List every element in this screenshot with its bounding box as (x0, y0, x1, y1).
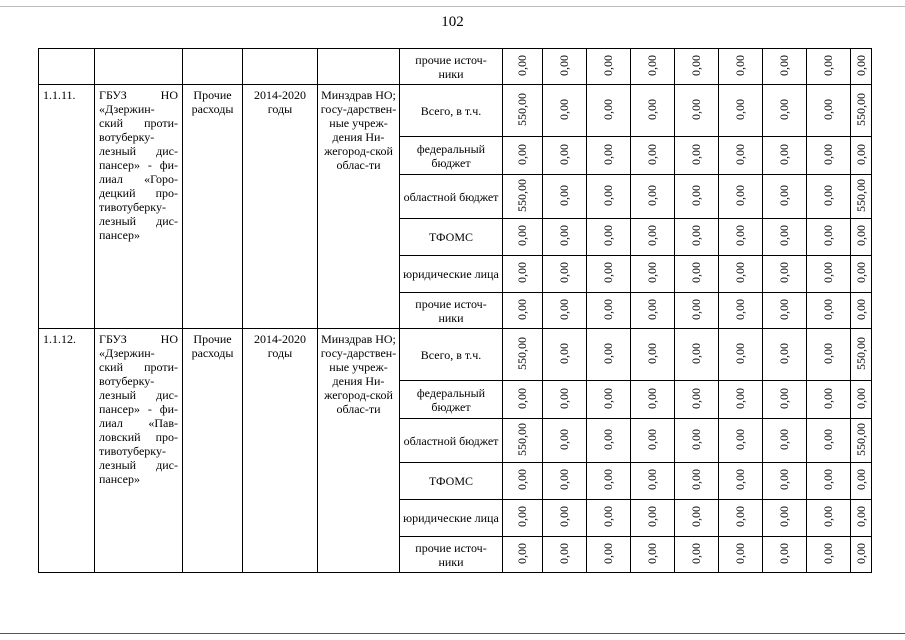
value-text: 550,00 (515, 336, 529, 370)
value-text: 0,00 (733, 542, 747, 564)
value-cell (675, 329, 719, 381)
value-text: 0,00 (601, 428, 615, 450)
value-text: 0,00 (645, 387, 659, 409)
source-label: Всего, в т.ч. (400, 329, 503, 381)
value-cell (675, 500, 719, 537)
expense-type: Прочие расходы (183, 85, 243, 329)
value-cell (543, 256, 587, 293)
value-text: 0,00 (515, 469, 529, 490)
value-cell (587, 537, 631, 573)
expense-type: Прочие расходы (183, 329, 243, 573)
value-text: 0,00 (557, 428, 571, 450)
value-cell (543, 293, 587, 329)
value-cell (851, 175, 872, 219)
value-text: 0,00 (853, 387, 868, 409)
value-text: 0,00 (557, 469, 571, 490)
value-text: 550,00 (853, 92, 868, 126)
value-text: 0,00 (689, 225, 703, 246)
value-text: 0,00 (645, 98, 659, 120)
value-cell (587, 256, 631, 293)
value-cell (851, 256, 872, 293)
value-cell (807, 219, 851, 256)
value-cell (719, 419, 763, 463)
value-text: 0,00 (821, 298, 835, 320)
value-cell (719, 49, 763, 85)
value-cell (675, 419, 719, 463)
value-cell (543, 500, 587, 537)
value-cell (851, 463, 872, 500)
value-text: 0,00 (733, 506, 747, 527)
value-text: 0,00 (853, 542, 868, 564)
value-text: 0,00 (777, 184, 791, 206)
value-cell (763, 419, 807, 463)
value-text: 0,00 (777, 143, 791, 165)
value-cell (807, 463, 851, 500)
value-text: 0,00 (601, 54, 615, 76)
value-cell (631, 137, 675, 175)
value-text: 0,00 (557, 98, 571, 120)
value-text: 0,00 (689, 469, 703, 490)
value-cell (719, 256, 763, 293)
value-text: 0,00 (515, 506, 529, 527)
value-text: 0,00 (601, 298, 615, 320)
value-cell (503, 175, 543, 219)
value-text: 0,00 (777, 387, 791, 409)
value-text: 0,00 (821, 143, 835, 165)
value-cell (807, 85, 851, 137)
value-text: 0,00 (557, 506, 571, 527)
value-cell (763, 49, 807, 85)
value-cell (807, 49, 851, 85)
value-cell (851, 49, 872, 85)
value-cell (719, 537, 763, 573)
value-cell (587, 419, 631, 463)
value-text: 0,00 (515, 143, 529, 165)
value-text: 0,00 (777, 542, 791, 564)
value-cell (763, 537, 807, 573)
value-text: 0,00 (557, 54, 571, 76)
value-cell (543, 463, 587, 500)
value-cell (503, 381, 543, 419)
value-text: 0,00 (733, 428, 747, 450)
value-cell (851, 219, 872, 256)
value-text: 0,00 (853, 143, 868, 165)
value-text: 0,00 (853, 262, 868, 283)
value-cell (763, 219, 807, 256)
bottom-rule (0, 633, 905, 634)
value-text: 0,00 (853, 298, 868, 320)
value-text: 550,00 (853, 336, 868, 370)
value-text: 0,00 (689, 143, 703, 165)
item-name: ГБУЗ НО «Дзержин-ский проти-вотуберку-лезный дис-пансер» - фи-лиал «Пав-ловский про-тивотуберку-лезный дис-пансер» (95, 329, 183, 573)
value-text: 0,00 (689, 542, 703, 564)
value-cell (719, 219, 763, 256)
table-row (39, 49, 872, 85)
value-cell (763, 463, 807, 500)
value-text: 0,00 (733, 298, 747, 320)
value-cell (807, 381, 851, 419)
value-cell (631, 381, 675, 419)
value-text: 0,00 (853, 54, 868, 76)
value-text: 0,00 (733, 387, 747, 409)
value-cell (543, 419, 587, 463)
value-text: 0,00 (645, 225, 659, 246)
source-label: ТФОМС (400, 219, 503, 256)
value-cell (543, 137, 587, 175)
value-cell (719, 175, 763, 219)
value-text: 0,00 (515, 298, 529, 320)
value-text: 0,00 (821, 506, 835, 527)
executor: Минздрав НО; госу-дарствен-ные учреж-дения Ни-жегород-ской облас-ти (318, 85, 400, 329)
value-cell (503, 49, 543, 85)
empty-cell (318, 49, 400, 85)
value-text: 0,00 (853, 506, 868, 527)
value-text: 0,00 (777, 98, 791, 120)
value-cell (675, 256, 719, 293)
value-cell (851, 293, 872, 329)
value-cell (763, 256, 807, 293)
value-cell (763, 137, 807, 175)
value-text: 0,00 (645, 298, 659, 320)
value-cell (763, 329, 807, 381)
value-text: 0,00 (601, 262, 615, 283)
value-cell (587, 49, 631, 85)
value-text: 0,00 (515, 542, 529, 564)
value-text: 0,00 (601, 506, 615, 527)
item-number: 1.1.12. (39, 329, 95, 573)
value-cell (675, 175, 719, 219)
value-text: 0,00 (601, 225, 615, 246)
value-text: 0,00 (689, 506, 703, 527)
value-text: 0,00 (733, 262, 747, 283)
value-text: 0,00 (645, 506, 659, 527)
value-cell (503, 537, 543, 573)
value-text: 0,00 (821, 262, 835, 283)
value-cell (807, 419, 851, 463)
value-cell (631, 293, 675, 329)
value-cell (631, 85, 675, 137)
value-cell (503, 219, 543, 256)
value-text: 0,00 (853, 469, 868, 490)
value-text: 0,00 (601, 143, 615, 165)
value-text: 0,00 (689, 428, 703, 450)
value-text: 0,00 (777, 506, 791, 527)
value-text: 0,00 (557, 342, 571, 364)
value-text: 0,00 (733, 469, 747, 490)
value-cell (851, 137, 872, 175)
value-cell (719, 463, 763, 500)
budget-table (38, 48, 872, 573)
value-cell (675, 137, 719, 175)
value-cell (807, 175, 851, 219)
value-text: 550,00 (853, 178, 868, 212)
value-text: 0,00 (689, 342, 703, 364)
value-cell (807, 137, 851, 175)
value-cell (503, 419, 543, 463)
value-cell (631, 329, 675, 381)
value-cell (503, 293, 543, 329)
source-label: федеральный бюджет (400, 381, 503, 419)
value-text: 0,00 (601, 469, 615, 490)
value-cell (719, 293, 763, 329)
source-label: прочие источ-ники (400, 293, 503, 329)
source-label: ТФОМС (400, 463, 503, 500)
item-name: ГБУЗ НО «Дзержин-ский проти-вотуберку-лезный дис-пансер» - фи-лиал «Горо-децкий про-тивотуберку-лезный дис-пансер» (95, 85, 183, 329)
value-cell (503, 85, 543, 137)
value-text: 0,00 (689, 98, 703, 120)
value-cell (631, 463, 675, 500)
value-cell (763, 175, 807, 219)
period: 2014-2020 годы (243, 85, 318, 329)
value-text: 0,00 (777, 225, 791, 246)
value-text: 0,00 (733, 54, 747, 76)
value-cell (807, 500, 851, 537)
value-cell (587, 85, 631, 137)
executor: Минздрав НО; госу-дарствен-ные учреж-дения Ни-жегород-ской облас-ти (318, 329, 400, 573)
value-text: 0,00 (557, 298, 571, 320)
value-cell (807, 329, 851, 381)
value-cell (631, 219, 675, 256)
empty-cell (183, 49, 243, 85)
value-cell (543, 49, 587, 85)
value-cell (763, 293, 807, 329)
empty-cell (243, 49, 318, 85)
value-cell (543, 381, 587, 419)
value-text: 0,00 (821, 542, 835, 564)
value-text: 0,00 (777, 262, 791, 283)
value-cell (587, 293, 631, 329)
table-row (39, 85, 872, 137)
value-cell (763, 500, 807, 537)
value-cell (851, 85, 872, 137)
value-text: 0,00 (733, 184, 747, 206)
value-text: 0,00 (733, 342, 747, 364)
value-text: 550,00 (515, 178, 529, 212)
value-cell (587, 219, 631, 256)
value-text: 0,00 (777, 428, 791, 450)
value-text: 0,00 (689, 298, 703, 320)
value-text: 0,00 (821, 387, 835, 409)
value-cell (587, 381, 631, 419)
value-text: 0,00 (557, 542, 571, 564)
value-cell (807, 537, 851, 573)
top-rule (0, 6, 905, 7)
value-cell (719, 500, 763, 537)
value-text: 0,00 (733, 98, 747, 120)
table-row (39, 329, 872, 381)
page-number: 102 (441, 14, 464, 30)
source-label: прочие источ-ники (400, 49, 503, 85)
value-cell (631, 175, 675, 219)
source-label: юридические лица (400, 500, 503, 537)
value-text: 0,00 (689, 387, 703, 409)
value-text: 0,00 (645, 143, 659, 165)
item-number: 1.1.11. (39, 85, 95, 329)
value-cell (763, 381, 807, 419)
value-text: 0,00 (733, 143, 747, 165)
value-cell (631, 49, 675, 85)
value-cell (587, 137, 631, 175)
value-cell (719, 137, 763, 175)
value-cell (631, 419, 675, 463)
value-text: 0,00 (777, 54, 791, 76)
value-cell (543, 175, 587, 219)
value-cell (675, 381, 719, 419)
value-text: 0,00 (515, 262, 529, 283)
value-cell (543, 85, 587, 137)
value-text: 0,00 (821, 98, 835, 120)
value-text: 0,00 (515, 387, 529, 409)
value-cell (503, 463, 543, 500)
value-cell (851, 329, 872, 381)
source-label: прочие источ-ники (400, 537, 503, 573)
value-cell (503, 500, 543, 537)
value-cell (503, 256, 543, 293)
value-cell (675, 463, 719, 500)
value-cell (675, 49, 719, 85)
value-cell (631, 537, 675, 573)
value-text: 0,00 (601, 342, 615, 364)
value-cell (675, 293, 719, 329)
value-cell (851, 500, 872, 537)
value-text: 0,00 (777, 342, 791, 364)
value-cell (719, 381, 763, 419)
source-label: областной бюджет (400, 175, 503, 219)
value-cell (543, 329, 587, 381)
value-cell (631, 500, 675, 537)
value-text: 0,00 (557, 184, 571, 206)
value-text: 0,00 (601, 98, 615, 120)
value-text: 0,00 (645, 542, 659, 564)
value-cell (587, 500, 631, 537)
value-cell (851, 537, 872, 573)
value-cell (631, 256, 675, 293)
value-text: 0,00 (515, 225, 529, 246)
value-text: 0,00 (821, 342, 835, 364)
value-cell (851, 381, 872, 419)
value-cell (543, 537, 587, 573)
value-cell (675, 219, 719, 256)
value-text: 0,00 (853, 225, 868, 246)
value-cell (503, 329, 543, 381)
value-text: 0,00 (689, 262, 703, 283)
value-text: 0,00 (645, 54, 659, 76)
value-text: 0,00 (821, 428, 835, 450)
value-text: 0,00 (557, 143, 571, 165)
value-text: 550,00 (515, 92, 529, 126)
period: 2014-2020 годы (243, 329, 318, 573)
value-cell (503, 137, 543, 175)
value-text: 0,00 (689, 184, 703, 206)
empty-cell (95, 49, 183, 85)
source-label: юридические лица (400, 256, 503, 293)
empty-cell (39, 49, 95, 85)
value-cell (587, 463, 631, 500)
value-text: 0,00 (557, 387, 571, 409)
value-cell (719, 329, 763, 381)
value-text: 0,00 (557, 262, 571, 283)
value-cell (587, 175, 631, 219)
source-label: федеральный бюджет (400, 137, 503, 175)
value-text: 0,00 (689, 54, 703, 76)
value-text: 0,00 (821, 54, 835, 76)
value-text: 0,00 (645, 262, 659, 283)
value-text: 0,00 (601, 387, 615, 409)
value-cell (675, 85, 719, 137)
source-label: областной бюджет (400, 419, 503, 463)
value-text: 0,00 (821, 469, 835, 490)
value-cell (851, 419, 872, 463)
value-text: 0,00 (645, 184, 659, 206)
value-cell (763, 85, 807, 137)
value-cell (675, 537, 719, 573)
value-text: 0,00 (733, 225, 747, 246)
value-text: 550,00 (515, 422, 529, 456)
value-text: 0,00 (645, 342, 659, 364)
value-cell (807, 293, 851, 329)
value-text: 0,00 (645, 469, 659, 490)
value-text: 0,00 (821, 225, 835, 246)
value-cell (719, 85, 763, 137)
value-text: 0,00 (557, 225, 571, 246)
value-text: 0,00 (601, 184, 615, 206)
value-text: 0,00 (645, 428, 659, 450)
value-cell (543, 219, 587, 256)
value-text: 0,00 (777, 469, 791, 490)
value-text: 0,00 (821, 184, 835, 206)
value-cell (807, 256, 851, 293)
value-text: 0,00 (777, 298, 791, 320)
value-text: 0,00 (515, 54, 529, 76)
value-text: 550,00 (853, 422, 868, 456)
value-text: 0,00 (601, 542, 615, 564)
value-cell (587, 329, 631, 381)
source-label: Всего, в т.ч. (400, 85, 503, 137)
